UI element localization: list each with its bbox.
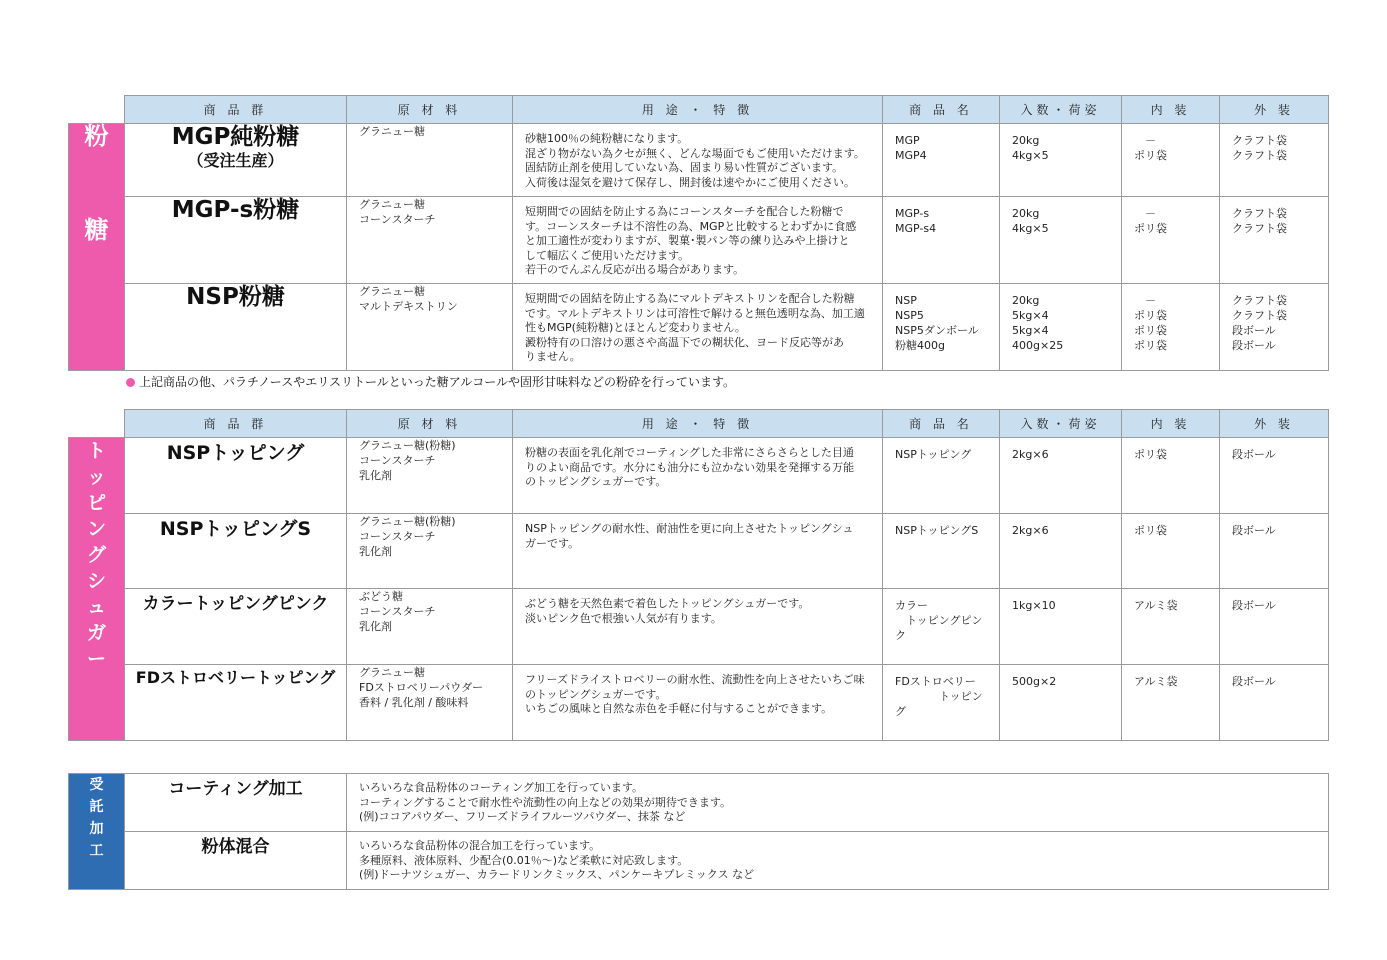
product-group <box>125 284 347 371</box>
side-char: 受 <box>89 777 104 793</box>
product-group: NSPトッピングS <box>125 514 347 589</box>
header-qty: 入数・荷姿 <box>1000 410 1122 438</box>
material-cell: グラニュー糖(粉糖) コーンスターチ 乳化剤 <box>347 514 513 589</box>
side-char: グ <box>86 544 106 566</box>
description-cell: NSPトッピングの耐水性、耐油性を更に向上させたトッピングシュ ガーです。 <box>513 514 883 589</box>
qty-cell: 20kg 5kg×4 5kg×4 400g×25 <box>1000 284 1122 371</box>
side-char: 加 <box>89 821 104 837</box>
product-group: FDストロベリートッピング <box>125 665 347 741</box>
material-cell: グラニュー糖 マルトデキストリン <box>347 284 513 371</box>
side-char: ピ <box>86 492 106 514</box>
qty-cell: 1kg×10 <box>1000 589 1122 665</box>
qty-cell: 20kg 4kg×5 <box>1000 124 1122 197</box>
description-cell: 短期間での固結を防止する為にコーンスターチを配合した粉糖で す。コーンスターチは不溶性の為、MGPと比較するとわずかに食感 と加工適性が変わりますが、製菓･製パン等の練り込みや上掛けと して幅広くご使用いただけます。 若干のでんぷん反応が出る場合があります。 <box>513 197 883 284</box>
description-cell: 粉糖の表面を乳化剤でコーティングした非常にさらさらとした目通 りのよい商品です。水分にも油分にも泣かない効果を発揮する万能 のトッピングシュガーです。 <box>513 438 883 514</box>
header-corner <box>69 96 125 124</box>
table-row <box>69 438 1329 514</box>
product-name-cell: NSPトッピングS <box>883 514 1000 589</box>
header-corner <box>69 410 125 438</box>
description-cell: 砂糖100％の純粉糖になります。 混ざり物がない為クセが無く、どんな場面でもご使用いただけます。 固結防止剤を使用していない為、固まり易い性質がございます。 入荷後は湿気を避けて保存し、開封後は速やかにご使用ください。 <box>513 124 883 197</box>
group-name: MGP-s粉糖 <box>171 197 300 223</box>
service-description: いろいろな食品粉体のコーティング加工を行っています。 コーティングすることで耐水性や流動性の向上などの効果が期待できます。 (例)ココアパウダー、フリーズドライフルーツパウダー、抹茶 など <box>347 774 1329 832</box>
description-cell: フリーズドライストロベリーの耐水性、流動性を向上させたいちご味 のトッピングシュガーです。 いちごの風味と自然な赤色を手軽に付与することができます。 <box>513 665 883 741</box>
header-material: 原 材 料 <box>347 96 513 124</box>
note-text: 上記商品の他、パラチノースやエリスリトールといった糖アルコールや固形甘味料などの粉砕を行っています。 <box>139 375 736 389</box>
header-product: 商 品 名 <box>883 410 1000 438</box>
material-cell: グラニュー糖 コーンスターチ <box>347 197 513 284</box>
side-char: ン <box>86 518 106 540</box>
powder-side-label <box>69 124 125 371</box>
table-row <box>69 284 1329 371</box>
header-inner: 内 装 <box>1122 410 1220 438</box>
product-name-cell: NSP NSP5 NSP5ダンボール 粉糖400g <box>883 284 1000 371</box>
product-name-cell: FDストロベリー トッピング <box>883 665 1000 741</box>
side-char: 託 <box>89 799 104 815</box>
topping-side-label <box>69 438 125 741</box>
side-char: シ <box>86 570 106 592</box>
table-row <box>69 832 1329 890</box>
side-char: ガ <box>86 622 106 644</box>
header-usage: 用 途 ・ 特 徴 <box>513 96 883 124</box>
table-row <box>69 124 1329 197</box>
outer-cell: クラフト袋 クラフト袋 <box>1220 197 1329 284</box>
outer-cell: 段ボール <box>1220 589 1329 665</box>
outer-cell: 段ボール <box>1220 514 1329 589</box>
header-outer: 外 装 <box>1220 410 1329 438</box>
header-inner: 内 装 <box>1122 96 1220 124</box>
inner-cell: ポリ袋 <box>1122 438 1220 514</box>
material-cell: グラニュー糖(粉糖) コーンスターチ 乳化剤 <box>347 438 513 514</box>
header-qty: 入数・荷姿 <box>1000 96 1122 124</box>
header-material: 原 材 料 <box>347 410 513 438</box>
inner-cell: アルミ袋 <box>1122 589 1220 665</box>
header-group: 商 品 群 <box>125 410 347 438</box>
product-name-cell: NSPトッピング <box>883 438 1000 514</box>
description-cell: 短期間での固結を防止する為にマルトデキストリンを配合した粉糖 です。マルトデキストリンは可溶性で解けると無色透明な為、加工適 性もMGP(純粉糖)とほとんど変わりません。 澱粉特有の口溶けの悪さや高温下での糊状化、ヨード反応等があ りません。 <box>513 284 883 371</box>
header-product: 商 品 名 <box>883 96 1000 124</box>
bullet-icon <box>126 378 135 387</box>
topping-sugar-table <box>68 409 1329 741</box>
table-row <box>69 514 1329 589</box>
inner-cell: ポリ袋 <box>1122 514 1220 589</box>
group-name: NSP粉糖 <box>186 284 285 310</box>
header-outer: 外 装 <box>1220 96 1329 124</box>
side-char: ッ <box>86 466 106 488</box>
qty-cell: 20kg 4kg×5 <box>1000 197 1122 284</box>
table-row <box>69 589 1329 665</box>
table-row <box>69 197 1329 284</box>
side-char: ー <box>86 648 106 670</box>
group-subtitle: （受注生産） <box>187 151 284 170</box>
side-char: 糖 <box>84 216 109 244</box>
side-char: 粉 <box>84 122 109 150</box>
qty-cell: 2kg×6 <box>1000 514 1122 589</box>
product-group: カラートッピングピンク <box>125 589 347 665</box>
outer-cell: クラフト袋 クラフト袋 段ボール 段ボール <box>1220 284 1329 371</box>
product-name-cell: カラー トッピングピンク <box>883 589 1000 665</box>
group-name: MGP純粉糖 <box>171 124 300 150</box>
product-group: NSPトッピング <box>125 438 347 514</box>
service-name: 粉体混合 <box>125 832 347 890</box>
contract-side-label <box>69 774 125 890</box>
inner-cell: － ポリ袋 <box>1122 197 1220 284</box>
header-group: 商 品 群 <box>125 96 347 124</box>
description-cell: ぶどう糖を天然色素で着色したトッピングシュガーです。 淡いピンク色で根強い人気が有ります。 <box>513 589 883 665</box>
material-cell: グラニュー糖 <box>347 124 513 197</box>
side-char: ュ <box>86 596 106 618</box>
product-group <box>125 197 347 284</box>
product-group <box>125 124 347 197</box>
header-usage: 用 途 ・ 特 徴 <box>513 410 883 438</box>
inner-cell: アルミ袋 <box>1122 665 1220 741</box>
product-name-cell: MGP MGP4 <box>883 124 1000 197</box>
side-char: ト <box>86 440 106 462</box>
outer-cell: 段ボール <box>1220 665 1329 741</box>
inner-cell: － ポリ袋 <box>1122 124 1220 197</box>
table-row <box>69 774 1329 832</box>
material-cell: グラニュー糖 FDストロベリーパウダー 香料 / 乳化剤 / 酸味料 <box>347 665 513 741</box>
contract-processing-table <box>68 773 1329 890</box>
side-char: 工 <box>89 843 104 859</box>
qty-cell: 500g×2 <box>1000 665 1122 741</box>
material-cell: ぶどう糖 コーンスターチ 乳化剤 <box>347 589 513 665</box>
outer-cell: クラフト袋 クラフト袋 <box>1220 124 1329 197</box>
outer-cell: 段ボール <box>1220 438 1329 514</box>
product-name-cell: MGP-s MGP-s4 <box>883 197 1000 284</box>
table-row <box>69 665 1329 741</box>
inner-cell: － ポリ袋 ポリ袋 ポリ袋 <box>1122 284 1220 371</box>
qty-cell: 2kg×6 <box>1000 438 1122 514</box>
service-description: いろいろな食品粉体の混合加工を行っています。 多種原料、液体原料、少配合(0.01％～)など柔軟に対応致します。 (例)ドーナツシュガー、カラードリンクミックス、パンケーキプレミックス など <box>347 832 1329 890</box>
powder-note <box>126 373 735 390</box>
powder-sugar-table <box>68 95 1329 371</box>
service-name: コーティング加工 <box>125 774 347 832</box>
